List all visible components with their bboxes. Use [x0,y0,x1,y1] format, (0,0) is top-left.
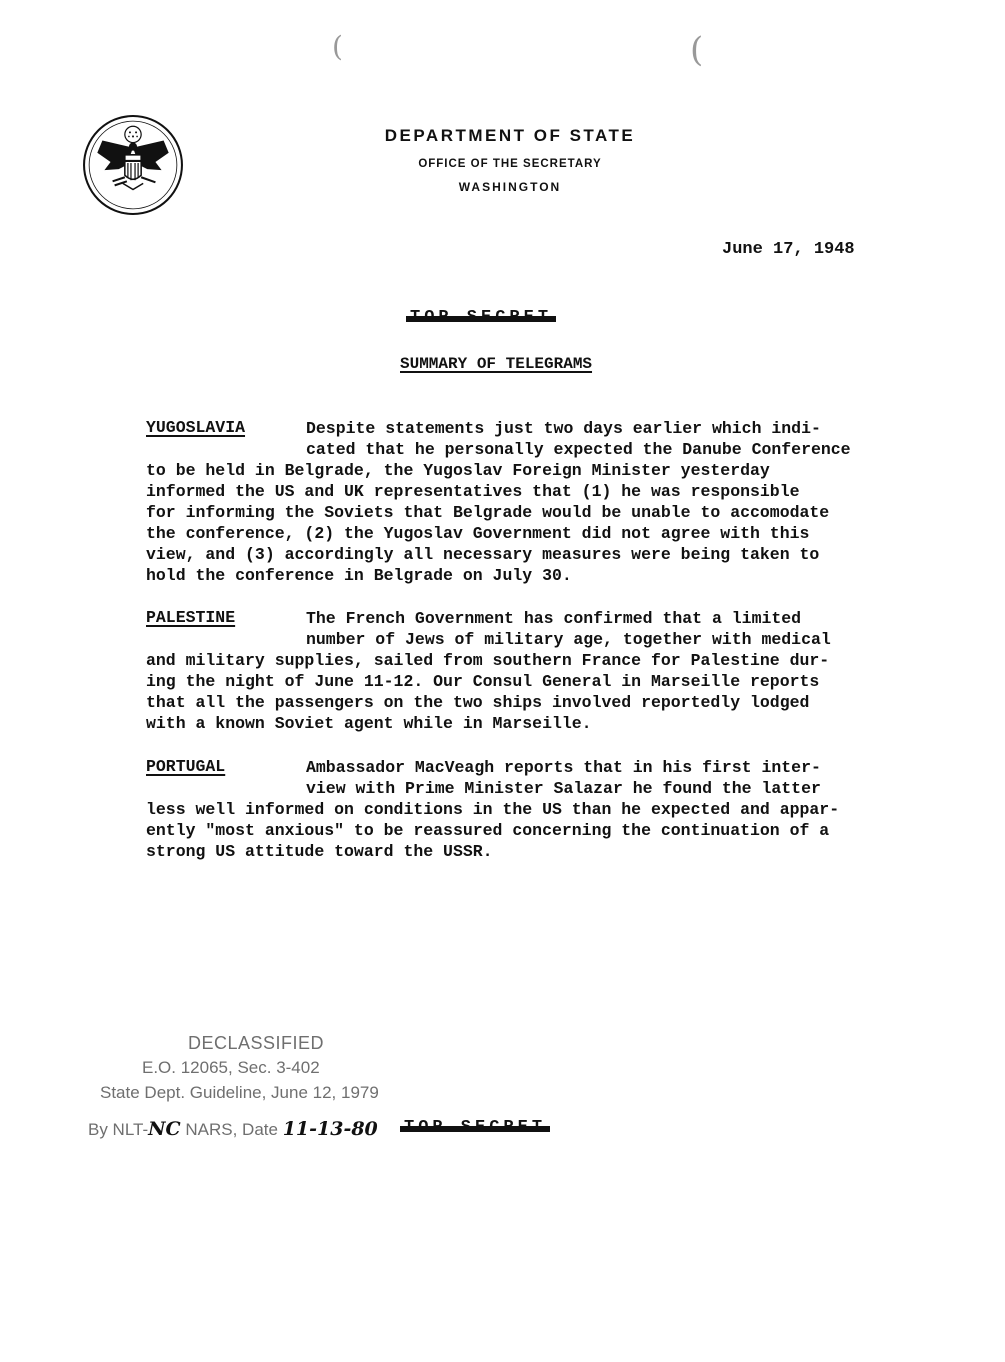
declassified-stamp-title: DECLASSIFIED [188,1033,325,1053]
text-line: cated that he personally expected the Danube Conference [306,440,851,459]
text-line: hold the conference in Belgrade on July 30. [146,566,572,585]
document-date: June 17, 1948 [722,240,855,259]
punch-mark-right: ( [690,30,704,70]
department-heading: DEPARTMENT OF STATE [384,126,636,145]
section-label: PORTUGAL [146,757,226,776]
text-line: informed the US and UK representatives that (1) he was responsible [146,482,800,501]
strike-through [400,1126,550,1132]
text-line: number of Jews of military age, together with medical [306,630,831,649]
text-line: The French Government has confirmed that a limited [306,609,802,628]
text-line: that all the passengers on the two ships involved reportedly lodged [146,693,810,712]
strike-through [406,316,556,322]
city-heading: WASHINGTON [458,180,562,194]
declassified-stamp-eo: E.O. 12065, Sec. 3-402 [142,1058,320,1077]
document-title: SUMMARY OF TELEGRAMS [400,355,593,373]
section-label: YUGOSLAVIA [146,418,246,437]
text-line: with a known Soviet agent while in Marseille. [146,714,592,733]
text-line: to be held in Belgrade, the Yugoslav Foreign Minister yesterday [146,461,770,480]
state-department-seal-icon [82,114,184,216]
office-heading: OFFICE OF THE SECRETARY [418,158,602,170]
section-label: PALESTINE [146,608,236,627]
classification-marking-bottom [404,1118,546,1137]
stamp-nars-label: NARS, Date [180,1120,283,1139]
text-line: Despite statements just two days earlier which indi- [306,419,821,438]
declassified-stamp-guideline: State Dept. Guideline, June 12, 1979 [100,1083,379,1102]
text-line: view, and (3) accordingly all necessary measures were being taken to [146,545,820,564]
text-line: for informing the Soviets that Belgrade would be unable to accomodate [146,503,830,522]
stamp-by-prefix: By NLT- [88,1120,149,1139]
text-line: ently "most anxious" to be reassured concerning the continuation of a [146,821,830,840]
handwritten-date: 11-13-80 [282,1118,378,1140]
text-line: ing the night of June 11-12. Our Consul General in Marseille reports [146,672,820,691]
classification-marking [410,308,552,327]
punch-mark-left: ( [332,30,343,63]
declassified-stamp-authority [88,1118,378,1140]
text-line: view with Prime Minister Salazar he found the latter [306,779,821,798]
handwritten-initials: NC [148,1118,181,1140]
text-line: less well informed on conditions in the US than he expected and appar- [146,800,840,819]
text-line: and military supplies, sailed from southern France for Palestine dur- [146,651,830,670]
text-line: strong US attitude toward the USSR. [146,842,493,861]
text-line: the conference, (2) the Yugoslav Government did not agree with this [146,524,810,543]
text-line: Ambassador MacVeagh reports that in his first inter- [306,758,821,777]
